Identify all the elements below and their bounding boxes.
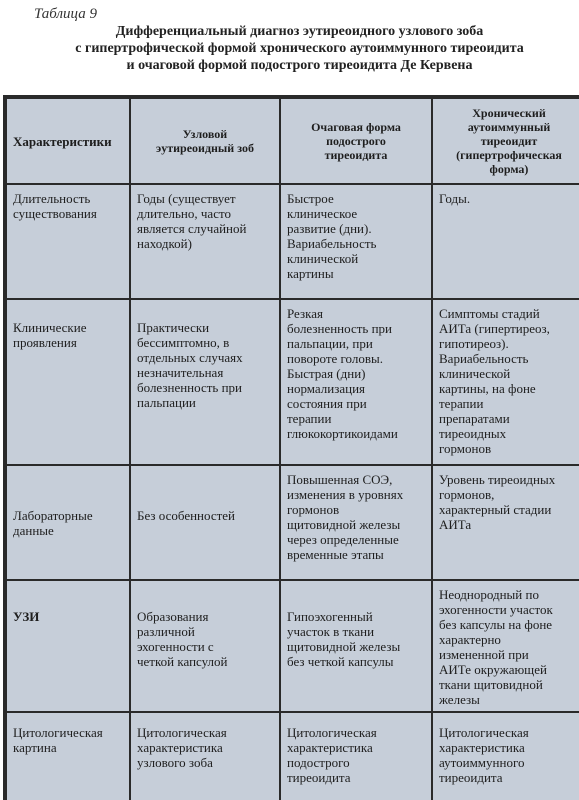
header-characteristics: Характеристики (6, 98, 130, 184)
table-row (6, 712, 579, 800)
table-cell: Образования различной эхогенности с четкой капсулой (130, 580, 280, 712)
row-label-cell: Цитологическая картина (6, 712, 130, 800)
row-label-cell: Клинические проявления (6, 299, 130, 465)
table-cell: Цитологическая характеристика узлового зоба (130, 712, 280, 800)
table-cell: Быстрое клиническое развитие (дни). Вариабельность клинической картины (280, 184, 432, 299)
row-label-cell: Лабораторные данные (6, 465, 130, 580)
table-cell: Цитологическая характеристика подострого тиреоидита (280, 712, 432, 800)
table-title (20, 23, 579, 74)
row-label-cell: УЗИ (6, 580, 130, 712)
table-row (6, 580, 579, 712)
table-row (6, 465, 579, 580)
table-cell: Симптомы стадий АИТа (гипертиреоз, гипотиреоз). Вариабельность клинической картины, на фоне терапии препаратами тиреоидных гормонов (432, 299, 579, 465)
table-cell: Уровень тиреоидных гормонов, характерный стадии АИТа (432, 465, 579, 580)
table-number: Таблица 9 (34, 6, 97, 22)
header-nodular-goiter: Узловой эутиреоидный зоб (130, 98, 280, 184)
table-row (6, 184, 579, 299)
table-cell: Практически бессимптомно, в отдельных случаях незначительная болезненность при пальпации (130, 299, 280, 465)
table-cell: Неоднородный по эхогенности участок без капсулы на фоне характерно измененной при АИТе окружающей ткани щитовидной железы (432, 580, 579, 712)
row-label-cell: Длительность существования (6, 184, 130, 299)
header-autoimmune-thyroiditis: Хронический аутоиммунный тиреоидит (гипертрофическая форма) (432, 98, 579, 184)
table-cell: Без особенностей (130, 465, 280, 580)
diagnosis-table-container (3, 95, 579, 800)
header-subacute-thyroiditis: Очаговая форма подострого тиреоидита (280, 98, 432, 184)
table-header-row (6, 98, 579, 184)
title-line: и очаговой формой подострого тиреоидита Де Кервена (126, 58, 473, 73)
table-cell: Гипоэхогенный участок в ткани щитовидной железы без четкой капсулы (280, 580, 432, 712)
table-cell: Годы (существует длительно, часто является случайной находкой) (130, 184, 280, 299)
title-line: с гипертрофической формой хронического аутоиммунного тиреоидита (75, 41, 524, 56)
table-cell: Годы. (432, 184, 579, 299)
table-cell: Повышенная СОЭ, изменения в уровнях гормонов щитовидной железы через определенные временные этапы (280, 465, 432, 580)
table-row (6, 299, 579, 465)
table-cell: Цитологическая характеристика аутоиммунного тиреоидита (432, 712, 579, 800)
table-cell: Резкая болезненность при пальпации, при повороте головы. Быстрая (дни) нормализация состояния при терапии глюкокортикоидами (280, 299, 432, 465)
title-line: Дифференциальный диагноз эутиреоидного узлового зоба (115, 24, 484, 39)
differential-diagnosis-table (5, 97, 579, 800)
